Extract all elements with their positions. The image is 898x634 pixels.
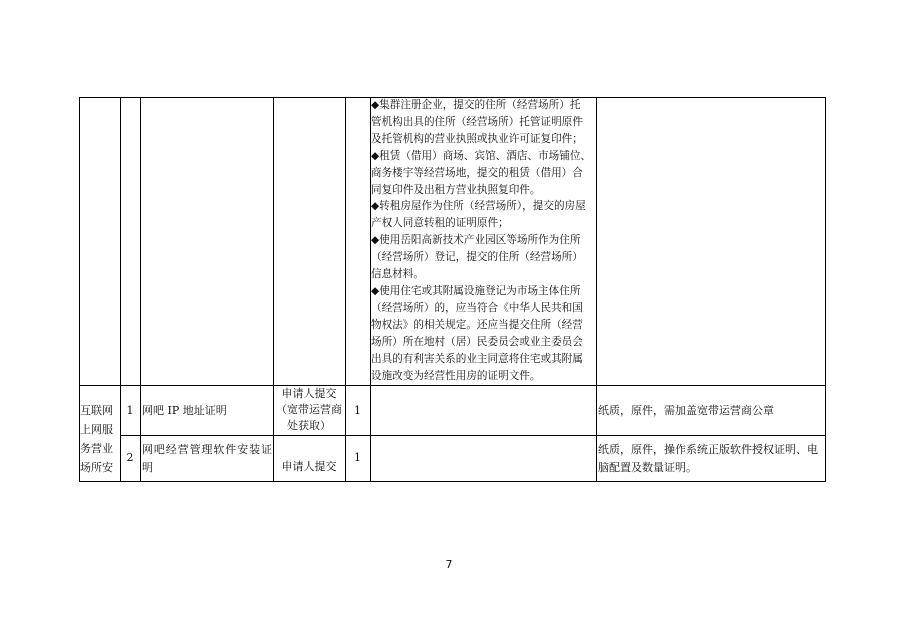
category-line: 场所安 xyxy=(80,461,113,474)
row1-copies: 1 xyxy=(354,404,361,417)
requirements-line: 同复印件及出租方营业执照复印件。 xyxy=(371,183,541,196)
category-line: 上网服 xyxy=(80,423,113,436)
materials-table xyxy=(79,97,826,482)
category-line: 务营业 xyxy=(80,442,113,455)
row2-index: 2 xyxy=(126,451,134,464)
page-number: 7 xyxy=(445,558,453,571)
requirements-line: 出具的有利害关系的业主同意将住宅或其附属 xyxy=(371,352,583,365)
row2-copies: 1 xyxy=(354,451,361,464)
requirements-line: 商务楼宇等经营场地，提交的租赁（借用）合 xyxy=(371,166,583,179)
requirements-line: 设施改变为经营性用房的证明文件。 xyxy=(371,369,541,382)
row1-material-name: 网吧 IP 地址证明 xyxy=(142,404,227,417)
table-col-divider xyxy=(140,97,141,482)
row1-remarks: 纸质，原件，需加盖宽带运营商公章 xyxy=(598,404,774,417)
row2-remarks-line: 纸质，原件，操作系统正版软件授权证明、电 xyxy=(598,443,818,456)
category-cell xyxy=(80,401,120,477)
row2-source: 申请人提交 xyxy=(281,460,337,473)
requirements-line: ◆集群注册企业，提交的住所（经营场所）托 xyxy=(371,99,581,111)
table-row-divider xyxy=(79,385,826,386)
requirements-line: 信息材料。 xyxy=(371,268,424,281)
requirements-line: （经营场所）登记，提交的住所（经营场所） xyxy=(371,251,583,264)
table-border-bottom xyxy=(79,481,826,482)
table-col-divider xyxy=(120,97,121,482)
requirements-line: 场所）所在地村（居）民委员会或业主委员会 xyxy=(371,335,583,348)
requirements-text xyxy=(371,97,596,384)
requirements-line: ◆转租房屋作为住所（经营场所），提交的房屋 xyxy=(371,200,586,213)
requirements-line: 产权人同意转租的证明原件； xyxy=(371,217,509,230)
table-border-right xyxy=(825,97,826,482)
table-col-divider xyxy=(596,97,597,482)
requirements-line: ◆使用岳阳高新技术产业园区等场所作为住所 xyxy=(371,234,581,247)
row2-remarks-line: 脑配置及数量证明。 xyxy=(598,461,697,474)
requirements-line: 物权法》的相关规定。还应当提交住所（经营 xyxy=(371,318,583,331)
requirements-line: 及托管机构的营业执照或执业许可证复印件； xyxy=(371,132,583,145)
row1-index: 1 xyxy=(126,404,134,417)
row2-name-line: 网吧经营管理软件安装证 xyxy=(142,443,273,456)
row1-source-line: （宽带运营商 xyxy=(276,403,342,416)
requirements-line: ◆租赁（借用）商场、宾馆、酒店、市场铺位、 xyxy=(371,149,592,162)
table-col-divider xyxy=(345,97,346,482)
row1-source-line: 处获取） xyxy=(287,419,331,432)
row1-source-line: 申请人提交 xyxy=(281,387,337,400)
row2-remarks xyxy=(598,441,824,477)
row2-name-line: 明 xyxy=(142,461,153,474)
row1-source xyxy=(273,386,345,434)
category-line: 互联网 xyxy=(80,404,113,417)
requirements-line: （经营场所）的，应当符合《中华人民共和国 xyxy=(371,301,583,314)
requirements-line: 管机构出具的住所（经营场所）托管证明原件 xyxy=(371,115,583,128)
row2-material-name xyxy=(142,441,272,477)
requirements-line: ◆使用住宅或其附属设施登记为市场主体住所 xyxy=(371,284,581,297)
table-row-divider xyxy=(120,435,826,436)
